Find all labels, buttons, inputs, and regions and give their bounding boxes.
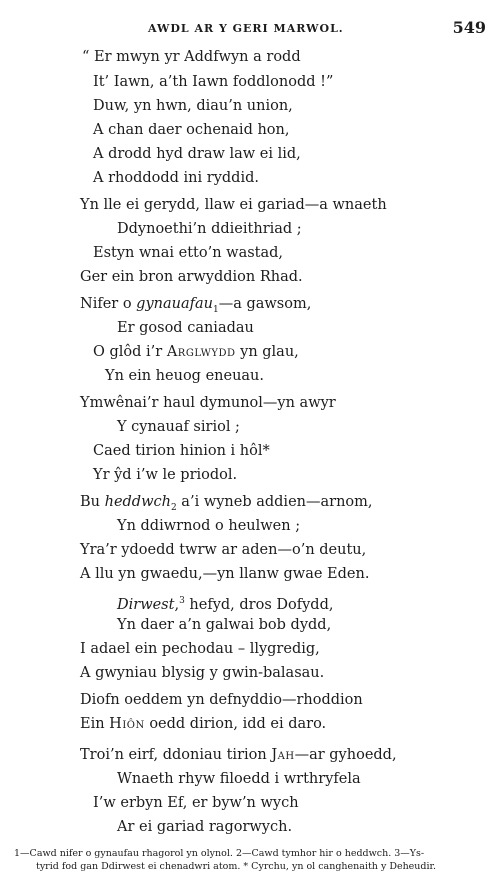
verse-line: Ein Hiôn oedd dirion, idd ei daro. xyxy=(80,716,327,732)
verse-line: Yn ein heuog eneuau. xyxy=(105,368,264,384)
verse-line: Yn daer a’n galwai bob dydd, xyxy=(117,617,332,633)
verse-line: A chan daer ochenaid hon, xyxy=(93,122,290,138)
verse-line: Troi’n eirf, ddoniau tirion Jah—ar gyhoedd, xyxy=(80,747,397,763)
verse-line: Ger ein bron arwyddion Rhad. xyxy=(80,269,303,285)
verse-line: O glôd i’r Arglwydd yn glau, xyxy=(93,344,299,360)
verse-line: I’w erbyn Ef, er byw’n wych xyxy=(93,795,299,811)
running-title: AWDL AR Y GERI MARWOL. xyxy=(148,22,344,35)
verse-line: It’ Iawn, a’th Iawn foddlonodd !” xyxy=(93,74,334,90)
verse-line: Diofn oeddem yn defnyddio—rhoddion xyxy=(80,692,363,708)
page-header xyxy=(0,18,500,38)
verse-line: A rhoddodd ini ryddid. xyxy=(93,170,259,186)
verse-line: Caed tirion hinion i hôl* xyxy=(93,443,270,459)
verse-line: Yn lle ei gerydd, llaw ei gariad—a wnaeth xyxy=(80,197,387,213)
verse-line: Ymwênai’r haul dymunol—yn awyr xyxy=(80,395,336,411)
verse-line: Dirwest,$^3$ hefyd, dros Dofydd, xyxy=(117,596,334,613)
verse-line: Ddynoethi’n ddieithriad ; xyxy=(117,221,302,237)
verse-line: Yr ŷd i’w le priodol. xyxy=(93,467,238,483)
verse-line: A gwyniau blysig y gwin-balasau. xyxy=(80,665,325,681)
verse-line: Wnaeth rhyw filoedd i wrthryfela xyxy=(117,771,361,787)
verse-line: Ar ei gariad ragorwych. xyxy=(117,819,293,835)
verse-line: “ Er mwyn yr Addfwyn a rodd xyxy=(82,49,301,65)
verse-line: Bu heddwch$_2$ a’i wyneb addien—arnom, xyxy=(80,494,373,513)
verse-line: Duw, yn hwn, diau’n union, xyxy=(93,98,293,114)
verse-line: Y cynauaf siriol ; xyxy=(117,419,240,435)
footnote-line: tyrid fod gan Ddirwest ei chenadwri atom. * Cyrchu, yn ol canghenaith y Deheudir. xyxy=(36,861,437,872)
verse-line: Yra’r ydoedd twrw ar aden—o’n deutu, xyxy=(80,542,367,558)
footnote-line: 1—Cawd nifer o gynaufau rhagorol yn olynol. 2—Cawd tymhor hir o heddwch. 3—Ys- xyxy=(14,848,425,859)
verse-line: Yn ddiwrnod o heulwen ; xyxy=(117,518,301,534)
verse-line: A drodd hyd draw law ei lid, xyxy=(93,146,301,162)
verse-line: A llu yn gwaedu,—yn llanw gwae Eden. xyxy=(80,566,370,582)
verse-line: Er gosod caniadau xyxy=(117,320,254,336)
verse-line: Nifer o gynauafau$_1$—a gawsom, xyxy=(80,296,312,315)
page-number: 549 xyxy=(452,18,486,37)
verse-line: Estyn wnai etto’n wastad, xyxy=(93,245,284,261)
verse-line: I adael ein pechodau – llygredig, xyxy=(80,641,320,657)
